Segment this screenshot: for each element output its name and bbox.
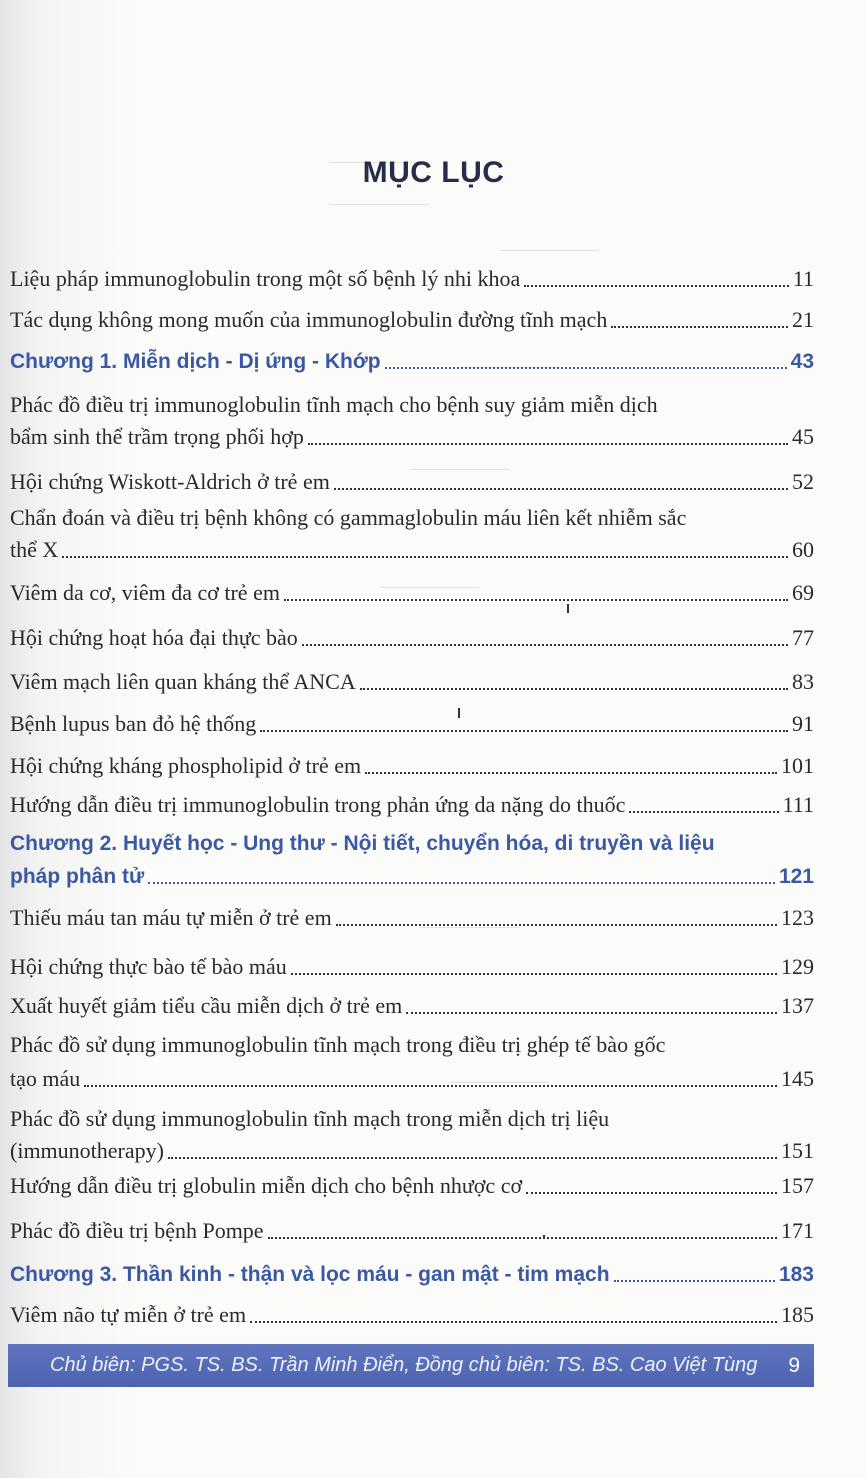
- toc-entry-label: Hướng dẫn điều trị immunoglobulin trong phản ứng da nặng do thuốc: [10, 792, 626, 817]
- toc-entry-page: 151: [781, 1138, 814, 1163]
- stray-mark: [543, 1235, 545, 1237]
- toc-entry-label-line1: Phác đồ điều trị immunoglobulin tĩnh mạch cho bệnh suy giảm miễn dịch: [10, 392, 658, 417]
- toc-entry-label: Hội chứng thực bào tế bào máu: [10, 954, 287, 979]
- toc-chapter-heading-line1: Chương 2. Huyết học - Ung thư - Nội tiết, chuyển hóa, di truyền và liệu: [10, 832, 715, 855]
- toc-entry[interactable]: [10, 753, 814, 779]
- toc-entry-page: 129: [781, 954, 814, 979]
- toc-entry-label: tạo máu: [10, 1066, 81, 1091]
- dot-leader: [284, 598, 788, 601]
- dot-leader: [629, 810, 778, 813]
- stray-mark: [458, 708, 460, 718]
- stray-mark: [567, 604, 569, 613]
- toc-entry-label: Liệu pháp immunoglobulin trong một số bệnh lý nhi khoa: [10, 266, 521, 291]
- toc-entry[interactable]: [10, 1218, 814, 1244]
- dot-leader: [62, 555, 788, 558]
- dot-leader: [360, 687, 788, 690]
- toc-entry[interactable]: [10, 711, 814, 737]
- toc-entry-label: Chương 1. Miễn dịch - Dị ứng - Khớp: [10, 350, 381, 373]
- dot-leader: [524, 284, 789, 287]
- footer-credits: Chủ biên: PGS. TS. BS. Trần Minh Điển, Đồng chủ biên: TS. BS. Cao Việt Tùng: [50, 1354, 758, 1376]
- toc-entry-label: Viêm mạch liên quan kháng thể ANCA: [10, 669, 356, 694]
- toc-entry-page: 171: [781, 1218, 814, 1243]
- toc-entry[interactable]: [10, 1066, 814, 1092]
- toc-entry-label-line1: Phác đồ sử dụng immunoglobulin tĩnh mạch trong điều trị ghép tế bào gốc: [10, 1032, 666, 1057]
- toc-entry-page: 69: [792, 580, 814, 605]
- toc-entry[interactable]: [10, 954, 814, 980]
- toc-entry[interactable]: [10, 905, 814, 931]
- toc-entry[interactable]: [10, 580, 814, 606]
- toc-entry-page: 101: [781, 753, 814, 778]
- toc-entry[interactable]: [10, 537, 814, 563]
- toc-entry[interactable]: [10, 424, 814, 450]
- show-through-text: _________: [380, 565, 479, 590]
- show-through-text: _________: [500, 228, 599, 253]
- toc-entry-label: Thiếu máu tan máu tự miễn ở trẻ em: [10, 905, 332, 930]
- toc-entry-label: Hội chứng hoạt hóa đại thực bào: [10, 625, 298, 650]
- toc-entry[interactable]: [10, 669, 814, 695]
- toc-entry-label: Tác dụng không mong muốn của immunoglobulin đường tĩnh mạch: [10, 307, 608, 332]
- dot-leader: [526, 1191, 777, 1194]
- show-through-text: _________: [410, 447, 509, 472]
- dot-leader: [365, 771, 777, 774]
- toc-entry-page: 83: [792, 669, 814, 694]
- toc-entry-label: Xuất huyết giảm tiểu cầu miễn dịch ở trẻ em: [10, 993, 403, 1018]
- show-through-text: _________: [330, 140, 429, 165]
- toc-entry-page: 43: [790, 350, 814, 373]
- page-number: 9: [788, 1353, 800, 1377]
- dot-leader: [250, 1320, 777, 1323]
- dot-leader: [268, 1236, 777, 1239]
- toc-entry-page: 145: [781, 1066, 814, 1091]
- dot-leader: [308, 442, 788, 445]
- toc-entry[interactable]: [10, 993, 814, 1019]
- toc-entry[interactable]: [10, 307, 814, 333]
- dot-leader: [168, 1156, 777, 1159]
- toc-entry-page: 157: [781, 1173, 814, 1198]
- dot-leader: [614, 1279, 775, 1282]
- toc-entry-page: 183: [778, 1263, 814, 1286]
- toc-entry-label: Bệnh lupus ban đỏ hệ thống: [10, 711, 257, 736]
- page-title: MỤC LỤC: [362, 156, 505, 189]
- show-through-text: _________: [450, 1060, 549, 1085]
- toc-entry-label: Hội chứng kháng phospholipid ở trẻ em: [10, 753, 362, 778]
- toc-entry[interactable]: [10, 469, 814, 495]
- toc-entry-page: 52: [792, 469, 814, 494]
- toc-entry-label: pháp phân tử: [10, 865, 145, 888]
- dot-leader: [260, 729, 788, 732]
- toc-entry-label: Viêm não tự miễn ở trẻ em: [10, 1302, 247, 1327]
- toc-entry-label: Hội chứng Wiskott-Aldrich ở trẻ em: [10, 469, 330, 494]
- toc-entry-label: (immunotherapy): [10, 1138, 164, 1163]
- toc-entry-page: 111: [782, 792, 814, 817]
- toc-entry-page: 91: [792, 711, 814, 736]
- page-footer: [8, 1344, 814, 1387]
- toc-chapter-heading[interactable]: [10, 350, 814, 374]
- dot-leader: [336, 923, 777, 926]
- dot-leader: [84, 1084, 777, 1087]
- toc-entry-page: 121: [778, 865, 814, 888]
- show-through-text: _________: [460, 345, 559, 370]
- toc-entry-page: 60: [792, 537, 814, 562]
- toc-entry-label: Hướng dẫn điều trị globulin miễn dịch cho bệnh nhược cơ: [10, 1173, 523, 1198]
- toc-entry[interactable]: [10, 1302, 814, 1328]
- show-through-text: _________: [330, 182, 429, 207]
- toc-entry-page: 185: [781, 1302, 814, 1327]
- toc-entry[interactable]: [10, 792, 814, 818]
- toc-entry-label: Viêm da cơ, viêm đa cơ trẻ em: [10, 580, 280, 605]
- toc-entry-label: bẩm sinh thể trầm trọng phối hợp: [10, 424, 304, 449]
- toc-entry-page: 11: [792, 266, 814, 291]
- dot-leader: [406, 1011, 777, 1014]
- show-through-text: _________: [420, 905, 519, 930]
- toc-entry-page: 123: [781, 905, 814, 930]
- toc-entry-page: 21: [792, 307, 814, 332]
- dot-leader: [291, 972, 777, 975]
- toc-entry[interactable]: [10, 1173, 814, 1199]
- toc-entry-label-line1: Chẩn đoán và điều trị bệnh không có gammaglobulin máu liên kết nhiễm sắc: [10, 505, 687, 530]
- dot-leader: [611, 325, 788, 328]
- toc-chapter-heading[interactable]: [10, 865, 814, 889]
- toc-entry-label: Phác đồ điều trị bệnh Pompe: [10, 1218, 264, 1243]
- dot-leader: [148, 881, 775, 884]
- toc-chapter-heading[interactable]: [10, 1263, 814, 1287]
- toc-entry-page: 77: [792, 625, 814, 650]
- toc-entry-label: Chương 3. Thần kinh - thận và lọc máu - gan mật - tim mạch: [10, 1263, 610, 1286]
- toc-entry-label-line1: Phác đồ sử dụng immunoglobulin tĩnh mạch trong miễn dịch trị liệu: [10, 1106, 610, 1131]
- toc-entry[interactable]: [10, 1138, 814, 1164]
- dot-leader: [385, 366, 787, 369]
- dot-leader: [302, 643, 788, 646]
- toc-entry-label: thể X: [10, 537, 59, 562]
- toc-entry-page: 137: [781, 993, 814, 1018]
- toc-entry[interactable]: [10, 266, 814, 292]
- toc-entry[interactable]: [10, 625, 814, 651]
- toc-entry-page: 45: [792, 424, 814, 449]
- dot-leader: [334, 487, 788, 490]
